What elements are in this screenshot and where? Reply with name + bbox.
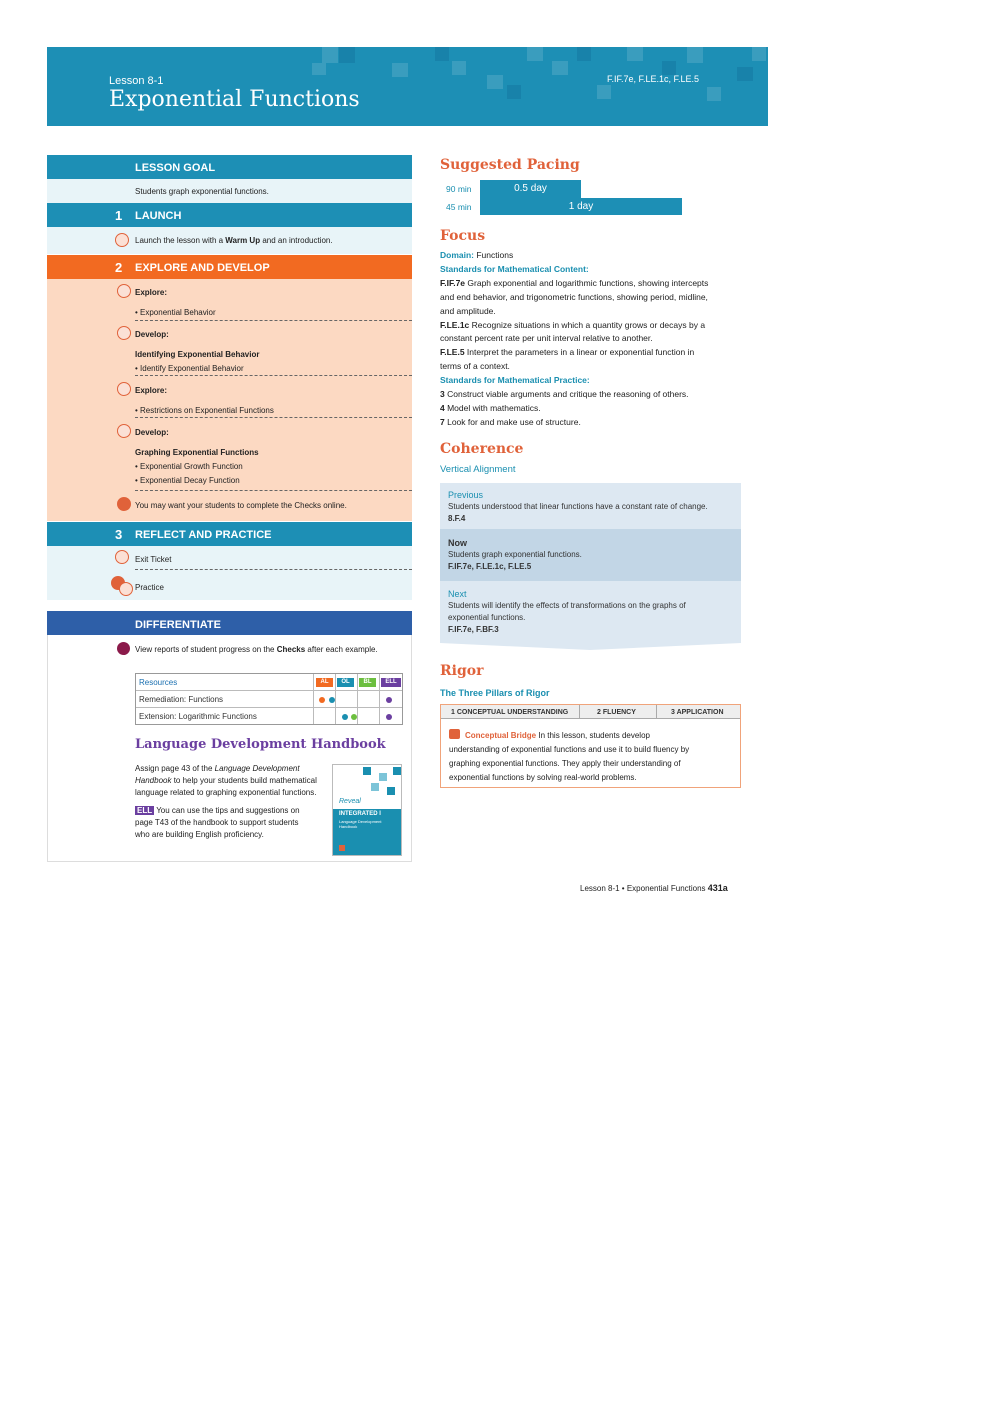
divider bbox=[135, 490, 412, 491]
header-pattern bbox=[339, 47, 355, 63]
next-text: Students will identify the effects of transformations on the graphs of bbox=[448, 601, 686, 610]
cover-band bbox=[333, 809, 401, 855]
publisher-logo-icon bbox=[339, 845, 345, 851]
pacing-bar-90 bbox=[480, 180, 581, 198]
pacing-value-45: 1 day bbox=[568, 201, 594, 212]
ldh-text-line4: ELL You can use the tips and suggestions on bbox=[137, 806, 300, 815]
reflect-title: REFLECT AND PRACTICE bbox=[135, 529, 272, 541]
divider bbox=[135, 375, 412, 376]
table-divider bbox=[313, 674, 314, 724]
resource-extension[interactable]: Extension: Logarithmic Functions bbox=[139, 712, 257, 721]
column-divider bbox=[579, 705, 580, 719]
divider bbox=[135, 417, 412, 418]
rigor-subtitle: The Three Pillars of Rigor bbox=[440, 688, 550, 698]
header-pattern bbox=[452, 61, 466, 75]
develop-heading: Graphing Exponential Functions bbox=[135, 448, 259, 457]
exit-ticket-link[interactable]: Exit Ticket bbox=[135, 555, 172, 564]
coherence-title: Coherence bbox=[440, 441, 524, 457]
lesson-title: Exponential Functions bbox=[109, 87, 360, 112]
ell-badge: ELL bbox=[137, 806, 153, 815]
arrow-shape bbox=[440, 643, 741, 650]
standard-line: F.IF.7e Graph exponential and logarithmic functions, showing intercepts bbox=[440, 278, 709, 288]
now-text: Students graph exponential functions. bbox=[448, 550, 582, 559]
next-panel-arrow bbox=[440, 643, 741, 651]
ell-dot bbox=[386, 697, 392, 703]
explore-title: EXPLORE AND DEVELOP bbox=[135, 262, 270, 274]
lesson-goal-title: LESSON GOAL bbox=[135, 162, 216, 174]
pacing-value-90: 0.5 day bbox=[514, 183, 547, 194]
ldh-text-line6: who are building English proficiency. bbox=[135, 830, 264, 839]
header-pattern bbox=[435, 47, 449, 61]
practice-line: 7 Look for and make use of structure. bbox=[440, 417, 581, 427]
focus-title: Focus bbox=[440, 228, 486, 244]
lesson-goal-bar bbox=[47, 155, 412, 179]
ldh-text-line2: Handbook to help your students build mathematical bbox=[135, 776, 317, 785]
header-pattern bbox=[687, 47, 703, 63]
cover-pattern bbox=[371, 783, 379, 791]
header-standards: F.IF.7e, F.LE.1c, F.LE.5 bbox=[607, 74, 700, 84]
lesson-goal-text: Students graph exponential functions. bbox=[135, 187, 269, 196]
explore-item[interactable]: • Restrictions on Exponential Functions bbox=[135, 406, 274, 415]
reflect-number: 3 bbox=[115, 527, 123, 542]
divider bbox=[135, 569, 412, 570]
book-brand: Reveal bbox=[339, 798, 361, 805]
checks-note: You may want your students to complete the Checks online. bbox=[135, 501, 347, 510]
rigor-text: exponential functions by solving real-world problems. bbox=[449, 773, 637, 782]
domain-line: Domain: Functions bbox=[440, 250, 514, 260]
header-pattern bbox=[487, 75, 503, 89]
now-standard: F.IF.7e, F.LE.1c, F.LE.5 bbox=[448, 562, 532, 571]
resources-table bbox=[135, 673, 403, 725]
header-pattern bbox=[507, 85, 521, 99]
standard-line: and amplitude. bbox=[440, 306, 496, 316]
table-row bbox=[136, 691, 402, 708]
launch-bar bbox=[47, 203, 412, 227]
now-label: Now bbox=[448, 538, 467, 548]
divider bbox=[135, 320, 412, 321]
header-pattern bbox=[392, 63, 408, 77]
level-ol-badge: OL bbox=[337, 678, 354, 687]
ldh-text-line3: language related to graphing exponential functions. bbox=[135, 788, 317, 797]
level-ell-badge: ELL bbox=[381, 678, 401, 687]
practice-standards-label: Standards for Mathematical Practice: bbox=[440, 375, 590, 385]
develop-item[interactable]: • Exponential Growth Function bbox=[135, 462, 243, 471]
differentiate-bar bbox=[47, 611, 412, 635]
launch-number: 1 bbox=[115, 208, 123, 223]
header-pattern bbox=[627, 47, 643, 61]
vertical-alignment-label: Vertical Alignment bbox=[440, 464, 516, 475]
bridge-icon bbox=[449, 729, 460, 739]
pacing-title: Suggested Pacing bbox=[440, 157, 580, 173]
reflect-bar bbox=[47, 522, 412, 546]
practice-line: 4 Model with mathematics. bbox=[440, 403, 541, 413]
rigor-text: graphing exponential functions. They apply their understanding of bbox=[449, 759, 681, 768]
cover-pattern bbox=[363, 767, 371, 775]
ldh-title: Language Development Handbook bbox=[135, 737, 386, 752]
previous-label: Previous bbox=[448, 490, 484, 500]
next-panel bbox=[440, 581, 741, 643]
practice-line: 3 Construct viable arguments and critique the reasoning of others. bbox=[440, 389, 689, 399]
column-divider bbox=[656, 705, 657, 719]
pillar-conceptual: 1 CONCEPTUAL UNDERSTANDING bbox=[451, 709, 569, 716]
header-pattern bbox=[737, 67, 753, 81]
cover-pattern bbox=[379, 773, 387, 781]
next-label: Next bbox=[448, 589, 467, 599]
lesson-header bbox=[47, 47, 768, 126]
now-panel bbox=[440, 529, 741, 581]
header-pattern bbox=[752, 47, 766, 61]
develop-label: Develop: bbox=[135, 330, 169, 339]
group-icon bbox=[115, 550, 129, 564]
standard-line: F.LE.5 Interpret the parameters in a linear or exponential function in bbox=[440, 347, 695, 357]
standard-line: constant percent rate per unit interval relative to another. bbox=[440, 333, 653, 343]
develop-item[interactable]: • Identify Exponential Behavior bbox=[135, 364, 244, 373]
pillar-fluency: 2 FLUENCY bbox=[597, 709, 636, 716]
pacing-label-90: 90 min bbox=[446, 184, 472, 194]
cover-pattern bbox=[393, 767, 401, 775]
header-pattern bbox=[312, 63, 326, 75]
next-text: exponential functions. bbox=[448, 613, 526, 622]
standard-line: terms of a context. bbox=[440, 361, 510, 371]
group-icon bbox=[119, 582, 133, 596]
practice-link[interactable]: Practice bbox=[135, 583, 164, 592]
explore-label: Explore: bbox=[135, 386, 168, 395]
resources-header: Resources bbox=[139, 678, 178, 687]
standard-line: and end behavior, and trigonometric functions, showing period, midline, bbox=[440, 292, 708, 302]
al-dot bbox=[319, 697, 325, 703]
table-row bbox=[136, 708, 402, 725]
resource-remediation[interactable]: Remediation: Functions bbox=[139, 695, 224, 704]
previous-standard: 8.F.4 bbox=[448, 514, 466, 523]
ol-dot bbox=[342, 714, 348, 720]
launch-body bbox=[47, 227, 412, 254]
explore-bar bbox=[47, 255, 412, 279]
content-standards-label: Standards for Mathematical Content: bbox=[440, 264, 589, 274]
page-number: 431a bbox=[707, 883, 728, 893]
ell-dot bbox=[386, 714, 392, 720]
group-icon bbox=[115, 233, 129, 247]
cover-pattern bbox=[387, 787, 395, 795]
group-icon bbox=[117, 382, 131, 396]
group-icon bbox=[117, 326, 131, 340]
reflect-body bbox=[47, 546, 412, 600]
develop-heading: Identifying Exponential Behavior bbox=[135, 350, 260, 359]
explore-body bbox=[47, 279, 412, 521]
rigor-title: Rigor bbox=[440, 663, 484, 679]
launch-text: Launch the lesson with a Warm Up and an introduction. bbox=[135, 236, 333, 245]
standard-line: F.LE.1c Recognize situations in which a quantity grows or decays by a bbox=[440, 320, 706, 330]
book-subtitle: Language Development Handbook bbox=[339, 819, 382, 829]
table-divider bbox=[357, 674, 358, 724]
pacing-track bbox=[480, 180, 682, 198]
previous-text: Students understood that linear functions have a constant rate of change. bbox=[448, 502, 708, 511]
header-pattern bbox=[662, 61, 676, 75]
page-footer: Lesson 8-1 • Exponential Functions 431a bbox=[580, 883, 728, 893]
chart-icon bbox=[117, 642, 130, 655]
header-pattern bbox=[322, 47, 338, 63]
handbook-cover bbox=[332, 764, 402, 856]
table-header-row bbox=[136, 674, 402, 691]
launch-title: LAUNCH bbox=[135, 210, 182, 222]
header-pattern bbox=[527, 47, 543, 61]
rigor-header bbox=[441, 705, 740, 719]
lesson-goal-body bbox=[47, 179, 412, 203]
header-pattern bbox=[577, 47, 591, 61]
header-pattern bbox=[597, 85, 611, 99]
develop-item[interactable]: • Exponential Decay Function bbox=[135, 476, 240, 485]
previous-panel bbox=[440, 483, 741, 529]
differentiate-title: DIFFERENTIATE bbox=[135, 619, 221, 631]
explore-item[interactable]: • Exponential Behavior bbox=[135, 308, 216, 317]
differentiate-text: View reports of student progress on the Checks after each example. bbox=[135, 645, 378, 654]
rigor-box bbox=[440, 704, 741, 788]
group-icon bbox=[117, 284, 131, 298]
rigor-text: Conceptual Bridge In this lesson, students develop bbox=[465, 731, 650, 740]
pillar-application: 3 APPLICATION bbox=[671, 709, 724, 716]
rigor-text: understanding of exponential functions and use it to build fluency by bbox=[449, 745, 690, 754]
pacing-bar-45 bbox=[480, 198, 682, 215]
lesson-number: Lesson 8-1 bbox=[109, 75, 164, 87]
table-divider bbox=[335, 674, 336, 724]
next-standard: F.IF.7e, F.BF.3 bbox=[448, 625, 499, 634]
header-pattern bbox=[552, 61, 568, 75]
level-bl-badge: BL bbox=[359, 678, 376, 687]
develop-label: Develop: bbox=[135, 428, 169, 437]
explore-number: 2 bbox=[115, 260, 123, 275]
ldh-text-line1: Assign page 43 of the Language Development bbox=[135, 764, 300, 773]
pacing-track bbox=[480, 198, 682, 215]
ldh-text-line5: page T43 of the handbook to support students bbox=[135, 818, 299, 827]
level-al-badge: AL bbox=[316, 678, 333, 687]
student-icon bbox=[117, 497, 131, 511]
group-icon bbox=[117, 424, 131, 438]
table-divider bbox=[379, 674, 380, 724]
book-title: INTEGRATED I bbox=[339, 811, 381, 817]
pacing-label-45: 45 min bbox=[446, 202, 472, 212]
header-pattern bbox=[707, 87, 721, 101]
explore-label: Explore: bbox=[135, 288, 168, 297]
